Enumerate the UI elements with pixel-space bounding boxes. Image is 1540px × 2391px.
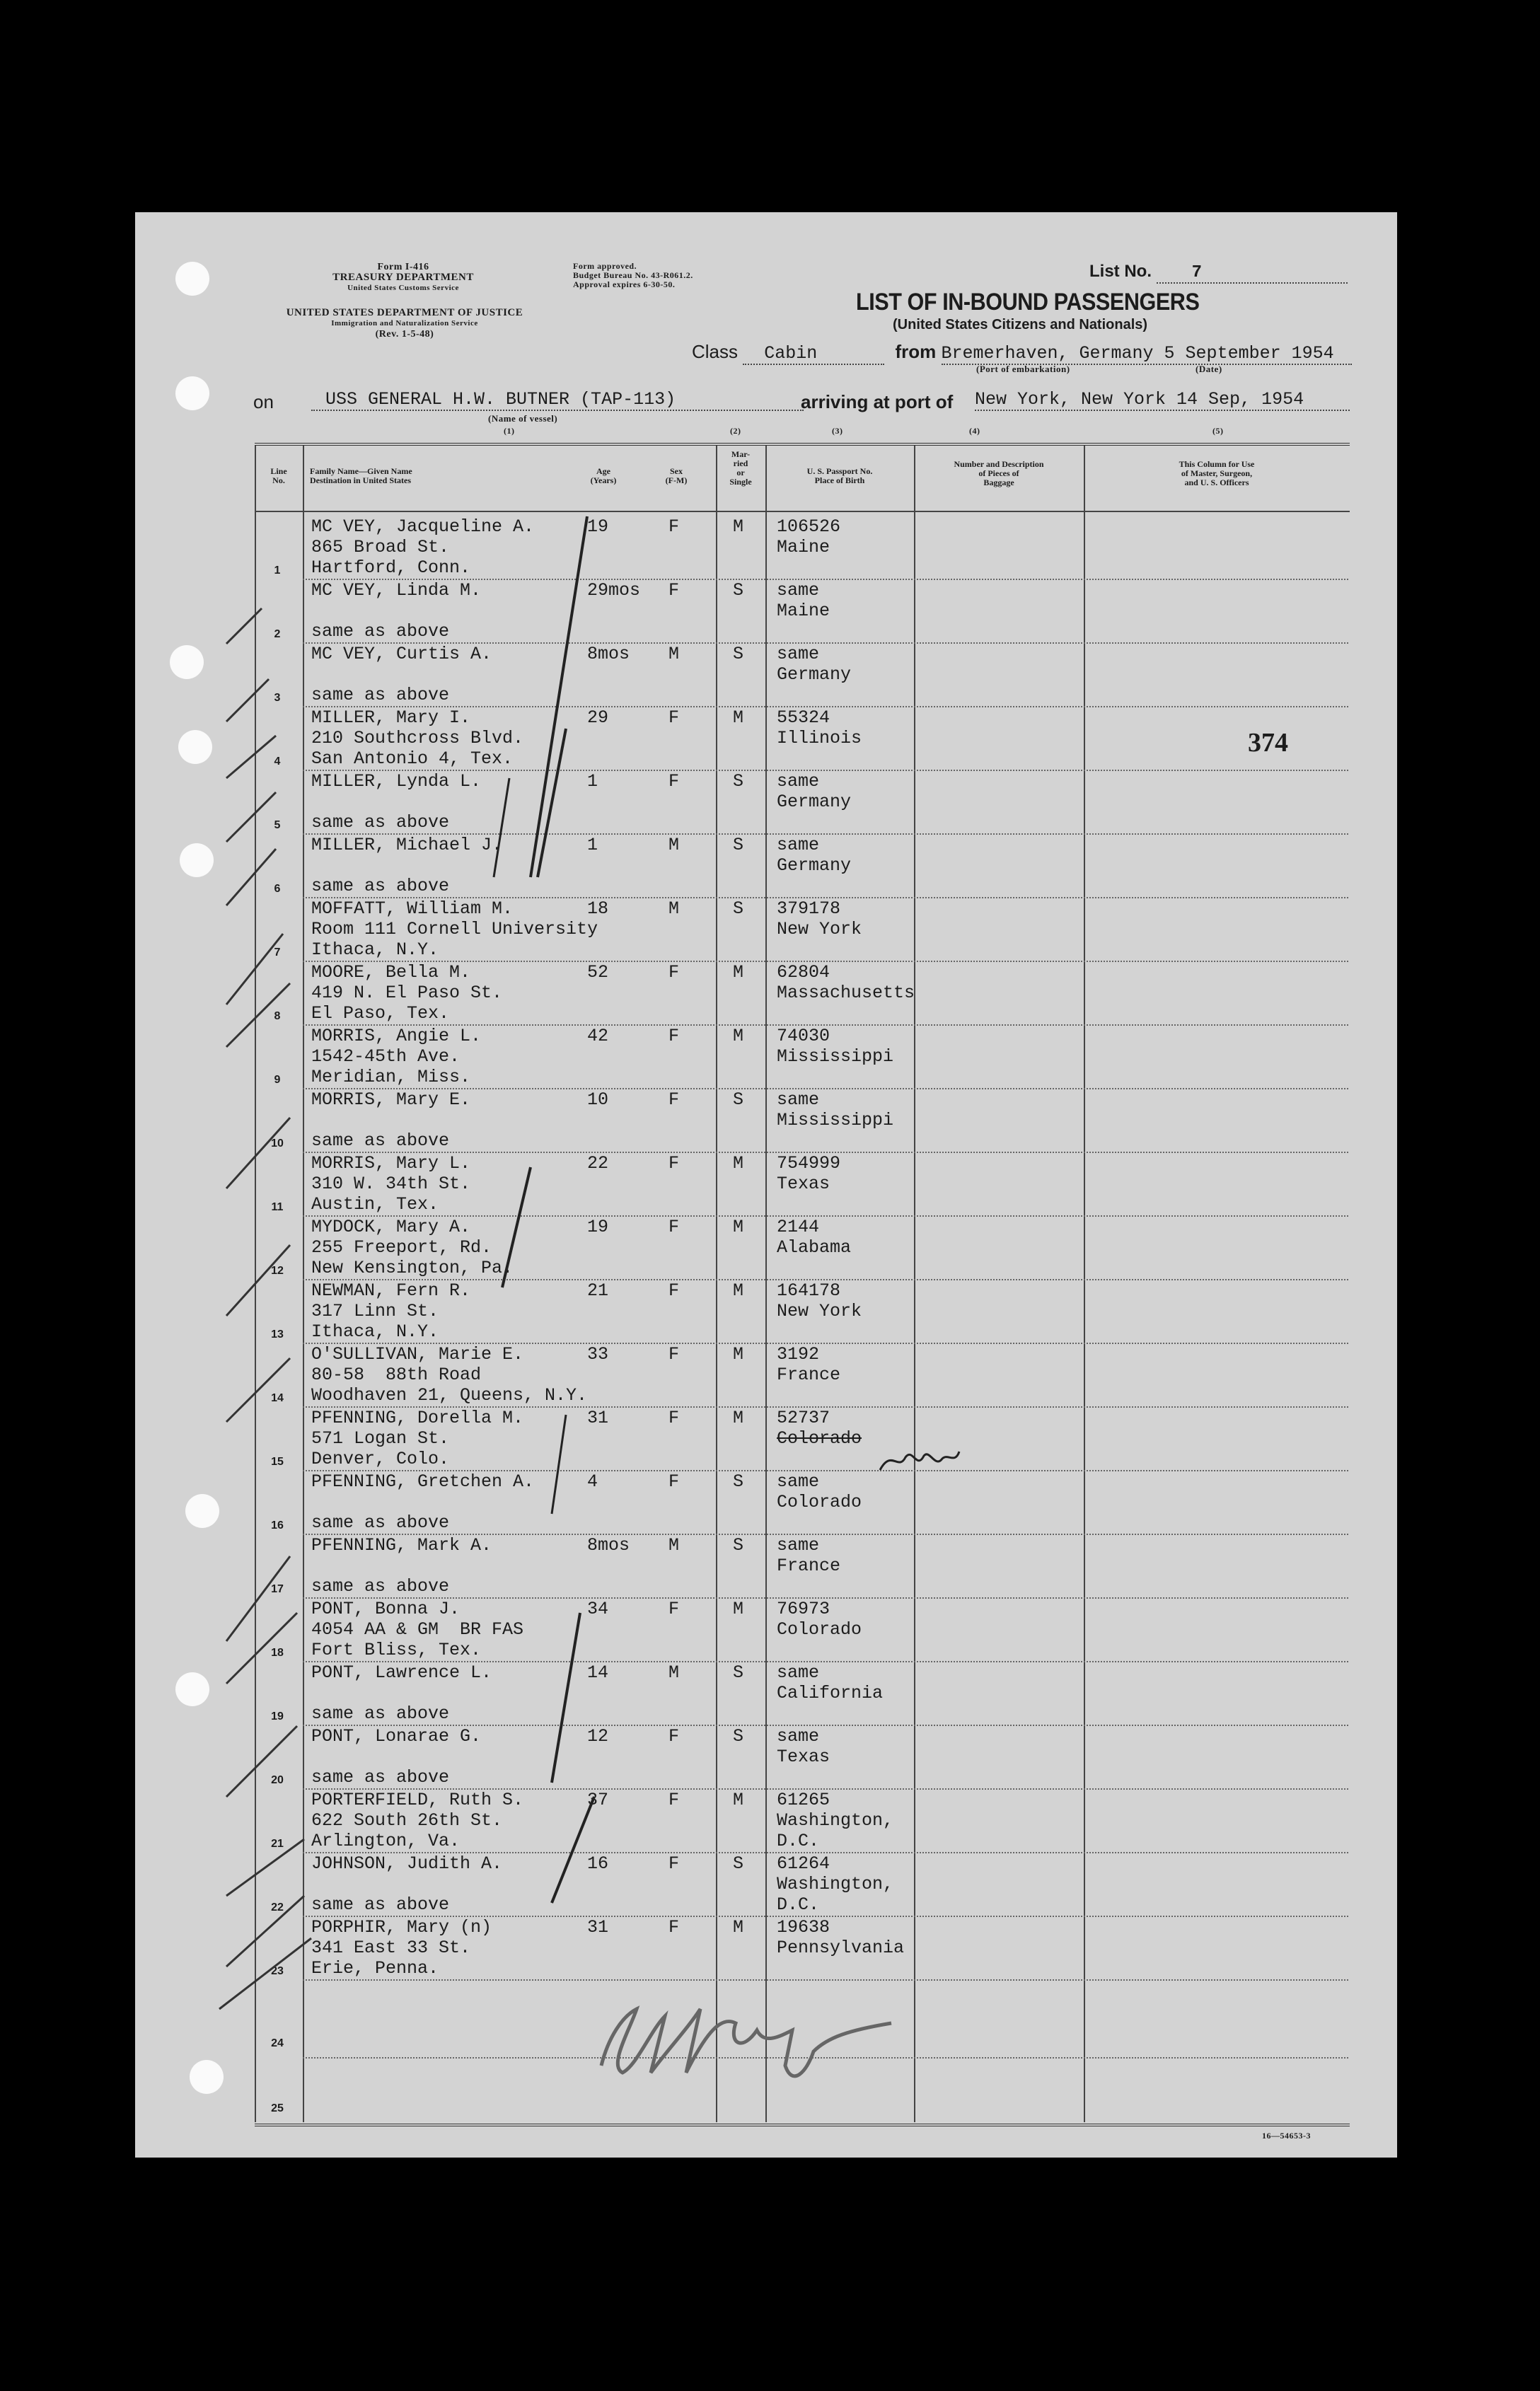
passenger-sex: F — [668, 1280, 680, 1301]
passenger-sex: F — [668, 1153, 680, 1174]
passport-number: 164178 — [777, 1280, 841, 1301]
passenger-name: PONT, Lonarae G. — [311, 1726, 482, 1747]
line-number: 21 — [271, 1838, 284, 1850]
line-number: 23 — [271, 1965, 284, 1977]
passenger-sex: M — [668, 644, 680, 664]
list-no-value: 7 — [1157, 263, 1348, 284]
col-header-age: Age (Years) — [590, 466, 617, 485]
passenger-age: 52 — [587, 962, 609, 983]
col-header-married: Mar- ried or Single — [729, 449, 752, 487]
passenger-name: MORRIS, Mary L. — [311, 1153, 471, 1174]
passport-number: 754999 — [777, 1153, 841, 1174]
line-number: 17 — [271, 1583, 284, 1595]
passenger-age: 31 — [587, 1408, 609, 1428]
passenger-sex: M — [668, 835, 680, 855]
passenger-sex: F — [668, 1344, 680, 1365]
col-header-name: Family Name—Given Name Destination in United States — [310, 466, 412, 485]
line-number: 1 — [274, 565, 281, 577]
line-number: 18 — [271, 1647, 284, 1659]
place-of-birth: Washington, D.C. — [777, 1810, 894, 1851]
passenger-destination: same as above — [311, 621, 450, 642]
passenger-marital: S — [733, 1089, 744, 1110]
line-number: 19 — [271, 1710, 284, 1723]
passenger-destination: same as above — [311, 685, 450, 705]
passenger-marital: M — [733, 1280, 744, 1301]
list-no-label: List No. — [1089, 262, 1152, 281]
passport-number: same — [777, 580, 820, 601]
passport-number: 379178 — [777, 898, 841, 919]
passenger-name: PORTERFIELD, Ruth S. — [311, 1790, 524, 1810]
passenger-age: 37 — [587, 1790, 609, 1810]
col-divider — [716, 446, 717, 2122]
passenger-name: O'SULLIVAN, Marie E. — [311, 1344, 524, 1365]
passenger-age: 19 — [587, 516, 609, 537]
place-of-birth: Mississippi — [777, 1046, 894, 1067]
passenger-sex: M — [668, 898, 680, 919]
line-number: 11 — [271, 1201, 284, 1213]
vessel-caption: (Name of vessel) — [488, 413, 558, 424]
col-header-baggage: Number and Description of Pieces of Baggage — [954, 459, 1044, 487]
passenger-sex: F — [668, 707, 680, 728]
passenger-sex: F — [668, 1917, 680, 1938]
place-of-birth: France — [777, 1556, 841, 1576]
revision: (Rev. 1-5-48) — [375, 329, 434, 340]
passport-number: same — [777, 1535, 820, 1556]
passenger-sex: F — [668, 1026, 680, 1046]
immigration-service: Immigration and Naturalization Service — [331, 319, 478, 328]
line-number: 13 — [271, 1328, 284, 1341]
passenger-age: 14 — [587, 1662, 609, 1683]
passport-number: same — [777, 771, 820, 792]
col-header-passport: U. S. Passport No. Place of Birth — [806, 466, 873, 485]
line-number: 9 — [274, 1074, 281, 1086]
passport-number: 52737 — [777, 1408, 830, 1428]
passenger-age: 1 — [587, 771, 598, 792]
place-of-birth: Mississippi — [777, 1110, 894, 1130]
passenger-age: 29mos — [587, 580, 641, 601]
passenger-name: PFENNING, Mark A. — [311, 1535, 492, 1556]
passenger-marital: M — [733, 516, 744, 537]
passenger-name: MORRIS, Mary E. — [311, 1089, 471, 1110]
passport-number: 55324 — [777, 707, 830, 728]
passenger-marital: M — [733, 707, 744, 728]
passenger-name: MILLER, Lynda L. — [311, 771, 482, 792]
line-number: 7 — [274, 946, 281, 959]
passenger-age: 18 — [587, 898, 609, 919]
passenger-marital: S — [733, 1853, 744, 1874]
passenger-age: 8mos — [587, 644, 630, 664]
passenger-marital: S — [733, 580, 744, 601]
column-num-3: (3) — [832, 426, 843, 436]
passenger-destination: Room 111 Cornell University Ithaca, N.Y. — [311, 919, 598, 960]
line-number: 3 — [274, 692, 281, 704]
line-number: 8 — [274, 1010, 281, 1022]
passenger-age: 34 — [587, 1599, 609, 1619]
on-label: on — [253, 391, 274, 412]
passenger-destination: same as above — [311, 1767, 450, 1788]
passenger-destination: 622 South 26th St. Arlington, Va. — [311, 1810, 503, 1851]
passenger-sex: F — [668, 771, 680, 792]
passenger-marital: S — [733, 1471, 744, 1492]
page-stamp: 374 — [1248, 728, 1288, 758]
passport-number: same — [777, 644, 820, 664]
date-caption: (Date) — [1195, 364, 1222, 374]
passenger-marital: M — [733, 1599, 744, 1619]
passenger-age: 4 — [587, 1471, 598, 1492]
passenger-destination: same as above — [311, 1576, 450, 1597]
customs-service: United States Customs Service — [347, 284, 459, 292]
passenger-marital: S — [733, 1535, 744, 1556]
passport-number: 76973 — [777, 1599, 830, 1619]
passenger-name: NEWMAN, Fern R. — [311, 1280, 471, 1301]
passenger-marital: M — [733, 1217, 744, 1237]
line-number: 15 — [271, 1456, 284, 1468]
passenger-marital: M — [733, 1790, 744, 1810]
vessel-name: USS GENERAL H.W. BUTNER (TAP-113) — [311, 389, 804, 411]
handwritten-annotation — [877, 1443, 962, 1478]
column-num-2: (2) — [730, 426, 741, 436]
line-number: 4 — [274, 755, 281, 768]
passenger-sex: F — [668, 1726, 680, 1747]
passenger-name: MC VEY, Jacqueline A. — [311, 516, 535, 537]
passport-number: 2144 — [777, 1217, 820, 1237]
from-label: from — [895, 341, 937, 362]
approval-line-2: Budget Bureau No. 43-R061.2. — [573, 270, 693, 280]
line-number: 5 — [274, 819, 281, 831]
place-of-birth: Washington, D.C. — [777, 1874, 894, 1915]
passenger-name: PFENNING, Gretchen A. — [311, 1471, 535, 1492]
passenger-age: 29 — [587, 707, 609, 728]
approval-line-3: Approval expires 6-30-50. — [573, 279, 676, 289]
passenger-name: PORPHIR, Mary (n) — [311, 1917, 492, 1938]
passenger-destination: same as above — [311, 1894, 450, 1915]
passenger-marital: S — [733, 644, 744, 664]
passenger-sex: F — [668, 1089, 680, 1110]
binder-hole — [175, 262, 209, 296]
column-num-5: (5) — [1212, 426, 1224, 436]
port-embarkation-caption: (Port of embarkation) — [976, 364, 1070, 374]
passport-number: 19638 — [777, 1917, 830, 1938]
place-of-birth: Illinois — [777, 728, 862, 748]
passenger-name: MC VEY, Linda M. — [311, 580, 482, 601]
class-label: Class — [692, 341, 739, 362]
passport-number: 106526 — [777, 516, 841, 537]
passenger-destination: 865 Broad St. Hartford, Conn. — [311, 537, 471, 578]
passenger-age: 12 — [587, 1726, 609, 1747]
passenger-sex: F — [668, 1853, 680, 1874]
place-of-birth: Massachusetts — [777, 983, 915, 1003]
passenger-sex: F — [668, 580, 680, 601]
from-value: Bremerhaven, Germany 5 September 1954 — [942, 343, 1352, 365]
passenger-name: MOFFATT, William M. — [311, 898, 514, 919]
line-number: 2 — [274, 628, 281, 640]
place-of-birth-struck: Colorado — [777, 1428, 862, 1449]
place-of-birth: Pennsylvania — [777, 1938, 905, 1958]
passenger-age: 10 — [587, 1089, 609, 1110]
passenger-name: MILLER, Mary I. — [311, 707, 471, 728]
passport-number: same — [777, 1662, 820, 1683]
passenger-destination: 571 Logan St. Denver, Colo. — [311, 1428, 450, 1469]
passenger-destination: 310 W. 34th St. Austin, Tex. — [311, 1174, 471, 1215]
passenger-age: 21 — [587, 1280, 609, 1301]
passenger-marital: M — [733, 1344, 744, 1365]
col-header-line: Line No. — [270, 466, 287, 485]
column-num-4: (4) — [969, 426, 980, 436]
place-of-birth: Maine — [777, 601, 830, 621]
passenger-age: 19 — [587, 1217, 609, 1237]
arrival-value: New York, New York 14 Sep, 1954 — [975, 389, 1350, 411]
passport-number: same — [777, 1726, 820, 1747]
passenger-marital: M — [733, 1917, 744, 1938]
passenger-destination: 341 East 33 St. Erie, Penna. — [311, 1938, 471, 1979]
passenger-sex: F — [668, 1790, 680, 1810]
place-of-birth: New York — [777, 1301, 862, 1321]
passport-number: same — [777, 835, 820, 855]
col-header-officers: This Column for Use of Master, Surgeon, and U. S. Officers — [1179, 459, 1255, 487]
line-number: 25 — [271, 2102, 284, 2114]
passenger-destination: 4054 AA & GM BR FAS Fort Bliss, Tex. — [311, 1619, 524, 1660]
passenger-marital: S — [733, 771, 744, 792]
line-number: 24 — [271, 2037, 284, 2049]
class-value: Cabin — [743, 343, 884, 365]
passenger-name: MYDOCK, Mary A. — [311, 1217, 471, 1237]
arriving-label: arriving at port of — [801, 391, 954, 412]
col-divider — [1084, 446, 1085, 2122]
passenger-name: PFENNING, Dorella M. — [311, 1408, 524, 1428]
passenger-name: PONT, Bonna J. — [311, 1599, 461, 1619]
passenger-destination: same as above — [311, 1130, 450, 1151]
passport-number: 3192 — [777, 1344, 820, 1365]
pencil-marks — [198, 509, 707, 2080]
line-number: 22 — [271, 1901, 284, 1914]
passenger-marital: S — [733, 1726, 744, 1747]
passenger-marital: S — [733, 898, 744, 919]
form-title: LIST OF IN-BOUND PASSENGERS — [856, 289, 1200, 315]
col-header-sex: Sex (F-M) — [665, 466, 688, 485]
passenger-sex: F — [668, 516, 680, 537]
passenger-sex: F — [668, 962, 680, 983]
passenger-destination: same as above — [311, 1703, 450, 1724]
passenger-sex: F — [668, 1408, 680, 1428]
passport-number: 74030 — [777, 1026, 830, 1046]
col-divider — [914, 446, 915, 2122]
passport-number: 61265 — [777, 1790, 830, 1810]
line-number: 16 — [271, 1519, 284, 1532]
place-of-birth: France — [777, 1365, 841, 1385]
passenger-marital: M — [733, 1153, 744, 1174]
place-of-birth: Texas — [777, 1747, 830, 1767]
passenger-sex: M — [668, 1662, 680, 1683]
form-footer-code: 16—54653-3 — [1262, 2131, 1311, 2141]
passenger-marital: M — [733, 1408, 744, 1428]
place-of-birth: Germany — [777, 792, 852, 812]
passenger-marital: M — [733, 1026, 744, 1046]
form-subtitle: (United States Citizens and Nationals) — [893, 317, 1148, 332]
col-divider — [765, 446, 767, 2122]
passenger-name: MORRIS, Angie L. — [311, 1026, 482, 1046]
passenger-age: 16 — [587, 1853, 609, 1874]
passenger-marital: S — [733, 835, 744, 855]
passenger-sex: F — [668, 1599, 680, 1619]
place-of-birth: Alabama — [777, 1237, 852, 1258]
passenger-destination: 80-58 88th Road Woodhaven 21, Queens, N.Y. — [311, 1365, 588, 1406]
passenger-marital: S — [733, 1662, 744, 1683]
justice-dept: UNITED STATES DEPARTMENT OF JUSTICE — [286, 307, 523, 318]
passenger-age: 8mos — [587, 1535, 630, 1556]
passenger-destination: same as above — [311, 876, 450, 896]
passport-number: 61264 — [777, 1853, 830, 1874]
passport-number: same — [777, 1471, 820, 1492]
passenger-sex: F — [668, 1217, 680, 1237]
line-number: 6 — [274, 883, 281, 895]
approval-line-1: Form approved. — [573, 261, 637, 271]
passenger-age: 1 — [587, 835, 598, 855]
place-of-birth: California — [777, 1683, 884, 1703]
passport-number: 62804 — [777, 962, 830, 983]
place-of-birth: Colorado — [777, 1492, 862, 1512]
column-num-1: (1) — [504, 426, 515, 436]
place-of-birth: Germany — [777, 855, 852, 876]
passenger-name: MC VEY, Curtis A. — [311, 644, 492, 664]
place-of-birth: Colorado — [777, 1619, 862, 1640]
passenger-name: MILLER, Michael J. — [311, 835, 503, 855]
passenger-name: JOHNSON, Judith A. — [311, 1853, 503, 1874]
officer-signature — [580, 1988, 905, 2087]
passenger-age: 42 — [587, 1026, 609, 1046]
passenger-name: PONT, Lawrence L. — [311, 1662, 492, 1683]
passport-number: same — [777, 1089, 820, 1110]
passenger-marital: M — [733, 962, 744, 983]
passenger-destination: same as above — [311, 812, 450, 833]
passenger-name: MOORE, Bella M. — [311, 962, 471, 983]
place-of-birth: Germany — [777, 664, 852, 685]
treasury-dept: TREASURY DEPARTMENT — [332, 272, 474, 283]
place-of-birth: Maine — [777, 537, 830, 557]
place-of-birth: New York — [777, 919, 862, 939]
form-number: Form I-416 — [377, 262, 429, 272]
passenger-destination: 317 Linn St. Ithaca, N.Y. — [311, 1301, 439, 1342]
line-number: 12 — [271, 1265, 284, 1277]
passenger-age: 22 — [587, 1153, 609, 1174]
passenger-sex: M — [668, 1535, 680, 1556]
line-number: 14 — [271, 1392, 284, 1404]
passenger-age: 31 — [587, 1917, 609, 1938]
place-of-birth: Texas — [777, 1174, 830, 1194]
passenger-destination: 419 N. El Paso St. El Paso, Tex. — [311, 983, 503, 1024]
line-number: 20 — [271, 1774, 284, 1786]
passenger-sex: F — [668, 1471, 680, 1492]
binder-hole — [175, 376, 209, 410]
passenger-age: 33 — [587, 1344, 609, 1365]
passenger-destination: same as above — [311, 1512, 450, 1533]
passenger-destination: 255 Freeport, Rd. New Kensington, Pa. — [311, 1237, 514, 1278]
passenger-destination: 1542-45th Ave. Meridian, Miss. — [311, 1046, 471, 1087]
passenger-destination: 210 Southcross Blvd. San Antonio 4, Tex. — [311, 728, 524, 769]
line-number: 10 — [271, 1137, 284, 1150]
